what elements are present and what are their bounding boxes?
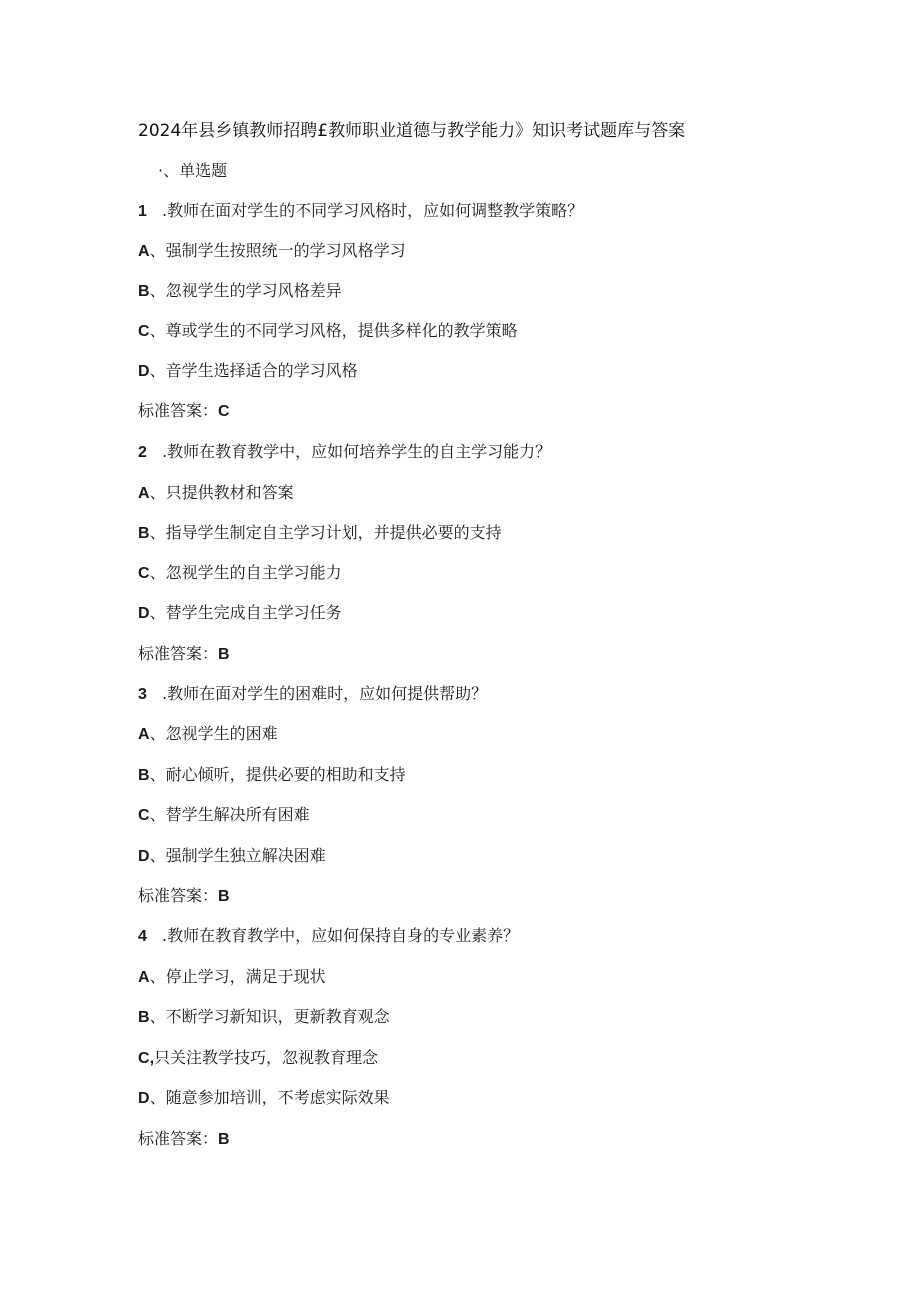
option-separator: 、: [149, 967, 166, 986]
option-label: B: [138, 283, 150, 300]
option-text: 只关注教学技巧，忽视教育理念: [154, 1048, 379, 1067]
option-separator: ,: [149, 1050, 155, 1067]
answer-line: [138, 642, 230, 667]
option-separator: 、: [149, 724, 166, 743]
option-label: A: [138, 243, 150, 260]
option-separator: 、: [149, 1088, 166, 1107]
option-text: 只提供教材和答案: [165, 483, 294, 502]
question-number: 1: [138, 203, 147, 220]
answer-line: [138, 399, 230, 424]
option-text: 耐心倾听，提供必要的相助和支持: [165, 765, 406, 784]
option-line: [138, 722, 278, 747]
option-label: C: [138, 807, 150, 824]
question-number: 4: [138, 928, 147, 945]
option-label: D: [138, 1090, 150, 1107]
option-label: B: [138, 525, 150, 542]
option-label: B: [138, 767, 150, 784]
question-stem: [138, 199, 583, 224]
option-line: [138, 279, 342, 304]
answer-value: C: [218, 403, 230, 420]
answer-prefix: 标准答案：: [138, 644, 219, 663]
option-label: C: [138, 323, 150, 340]
option-text: 强制学生独立解决困难: [165, 846, 326, 865]
option-line: [138, 1005, 390, 1030]
option-text: 不断学习新知识，更新教育观念: [165, 1007, 390, 1026]
option-line: [138, 844, 326, 869]
option-label: C: [138, 565, 150, 582]
option-line: [138, 561, 342, 586]
option-label: A: [138, 969, 150, 986]
option-line: [138, 1046, 378, 1071]
answer-prefix: 标准答案：: [138, 401, 219, 420]
question-number: 3: [138, 686, 147, 703]
option-label: D: [138, 605, 150, 622]
question-stem: [138, 682, 487, 707]
option-separator: 、: [149, 523, 166, 542]
option-label: A: [138, 485, 150, 502]
answer-prefix: 标准答案：: [138, 886, 219, 905]
question-stem: [138, 440, 551, 465]
question-stem: [138, 924, 519, 949]
option-label: C: [138, 1050, 150, 1067]
option-separator: 、: [149, 241, 166, 260]
option-text: 忽视学生的困难: [165, 724, 278, 743]
option-line: [138, 1086, 390, 1111]
option-line: [138, 521, 502, 546]
option-line: [138, 359, 358, 384]
option-label: B: [138, 1009, 150, 1026]
option-separator: 、: [149, 361, 166, 380]
answer-line: [138, 1127, 230, 1152]
question-text: .教师在面对学生的困难时，应如何提供帮助？: [162, 684, 488, 703]
option-label: A: [138, 726, 150, 743]
option-line: [138, 481, 294, 506]
question-text: .教师在教育教学中，应如何培养学生的自主学习能力？: [162, 442, 552, 461]
answer-value: B: [218, 1131, 230, 1148]
option-separator: 、: [149, 563, 166, 582]
question-text: .教师在面对学生的不同学习风格时，应如何调整教学策略？: [162, 201, 584, 220]
option-separator: 、: [149, 321, 166, 340]
option-text: 替学生完成自主学习任务: [165, 603, 342, 622]
option-line: [138, 965, 326, 990]
option-separator: 、: [149, 1007, 166, 1026]
section-heading: ·、单选题: [158, 161, 228, 180]
option-separator: 、: [149, 765, 166, 784]
option-text: 指导学生制定自主学习计划，并提供必要的支持: [165, 523, 502, 542]
document-title: 2024年县乡镇教师招聘£教师职业道德与教学能力》知识考试题库与答案: [138, 121, 686, 141]
question-text: .教师在教育教学中，应如何保持自身的专业素养？: [162, 926, 520, 945]
answer-line: [138, 884, 230, 909]
option-text: 尊或学生的不同学习风格，提供多样化的教学策略: [165, 321, 518, 340]
question-number: 2: [138, 444, 147, 461]
option-text: 忽视学生的自主学习能力: [165, 563, 342, 582]
answer-prefix: 标准答案：: [138, 1129, 219, 1148]
option-line: [138, 319, 518, 344]
option-text: 随意参加培训，不考虑实际效果: [165, 1088, 390, 1107]
option-separator: 、: [149, 281, 166, 300]
option-text: 停止学习，满足于现状: [165, 967, 326, 986]
answer-value: B: [218, 888, 230, 905]
option-label: D: [138, 363, 150, 380]
option-line: [138, 601, 342, 626]
option-text: 强制学生按照统一的学习风格学习: [165, 241, 406, 260]
option-text: 忽视学生的学习风格差异: [165, 281, 342, 300]
option-separator: 、: [149, 846, 166, 865]
option-line: [138, 803, 310, 828]
answer-value: B: [218, 646, 230, 663]
option-label: D: [138, 848, 150, 865]
option-line: [138, 239, 406, 264]
option-line: [138, 763, 406, 788]
option-separator: 、: [149, 603, 166, 622]
option-separator: 、: [149, 483, 166, 502]
option-separator: 、: [149, 805, 166, 824]
option-text: 音学生选择适合的学习风格: [165, 361, 358, 380]
option-text: 替学生解决所有困难: [165, 805, 310, 824]
